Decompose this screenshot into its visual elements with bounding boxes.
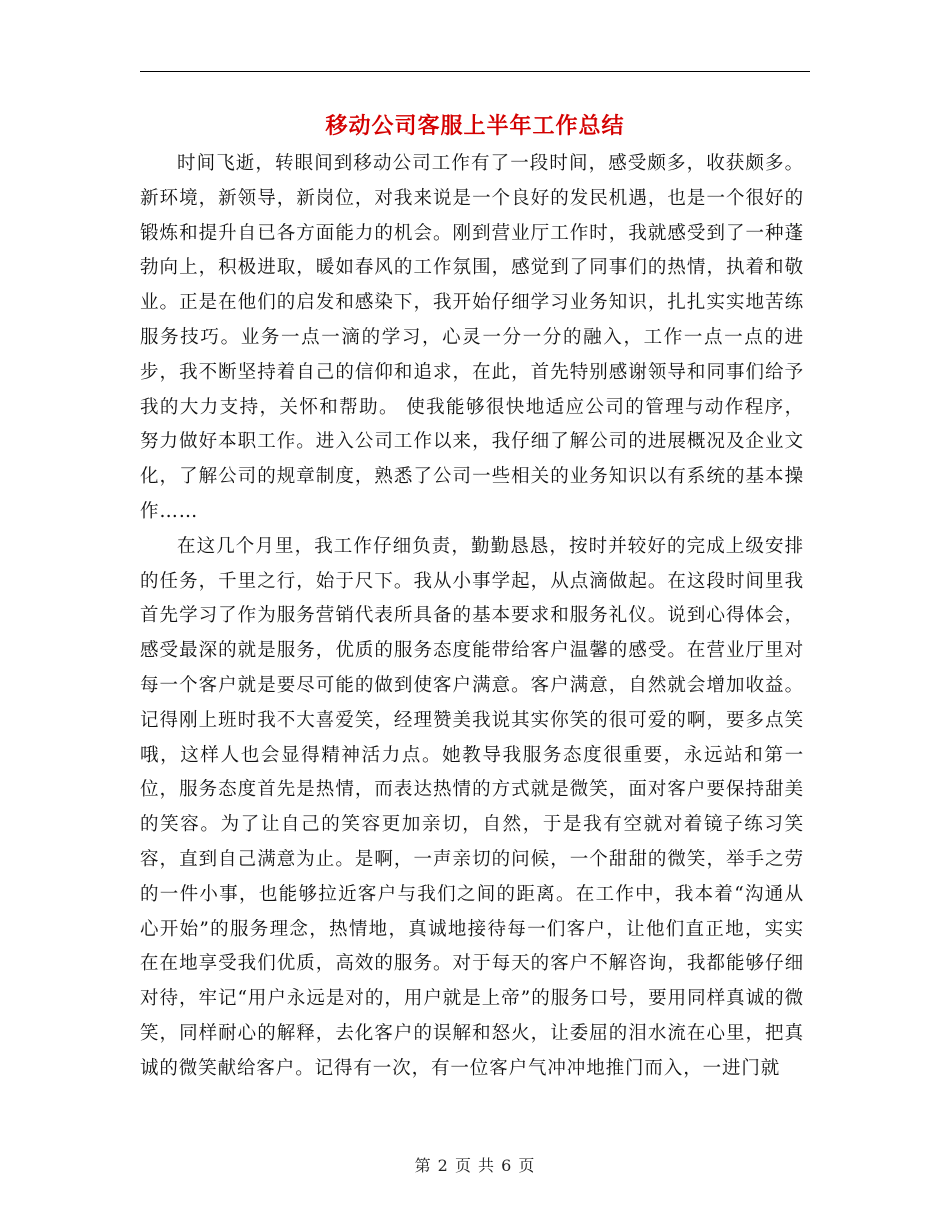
page-number-footer: 第 2 页 共 6 页 xyxy=(414,1156,536,1175)
body-paragraph-1: 时间飞逝，转眼间到移动公司工作有了一段时间，感受颇多，收获颇多。新环境，新领导，新岗位，对我来说是一个良好的发民机遇，也是一个很好的锻炼和提升自已各方面能力的机会。刚到营业厅工作时，我就感受到了一种蓬勃向上，积极进取，暖如春风的工作氛围，感觉到了同事们的热情，执着和敬业。正是在他们的启发和感染下，我开始仔细学习业务知识，扎扎实实地苦练服务技巧。业务一点一滴的学习，心灵一分一分的融入，工作一点一点的进步，我不断坚持着自己的信仰和追求，在此，首先特别感谢领导和同事们给予我的大力支持，关怀和帮助。 使我能够很快地适应公司的管理与动作程序，努力做好本职工作。进入公司工作以来，我仔细了解公司的进展概况及企业文化，了解公司的规章制度，熟悉了公司一些相关的业务知识以有系统的基本操作…… xyxy=(140,153,804,522)
document-title: 移动公司客服上半年工作总结 xyxy=(325,113,625,139)
document-body xyxy=(140,147,804,1087)
body-paragraph-2: 在这几个月里，我工作仔细负责，勤勤恳恳，按时并较好的完成上级安排的任务，千里之行，始于尺下。我从小事学起，从点滴做起。在这段时间里我首先学习了作为服务营销代表所具备的基本要求和服务礼仪。说到心得体会，感受最深的就是服务，优质的服务态度能带给客户温馨的感受。在营业厅里对每一个客户就是要尽可能的做到使客户满意。客户满意，自然就会增加收益。记得刚上班时我不大喜爱笑，经理赞美我说其实你笑的很可爱的啊，要多点笑哦，这样人也会显得精神活力点。她教导我服务态度很重要，永远站和第一位，服务态度首先是热情，而表达热情的方式就是微笑，面对客户要保持甜美的笑容。为了让自己的笑容更加亲切，自然，于是我有空就对着镜子练习笑容，直到自己满意为止。是啊，一声亲切的问候，一个甜甜的微笑，举手之劳的一件小事，也能够拉近客户与我们之间的距离。在工作中，我本着“沟通从心开始”的服务理念，热情地，真诚地接待每一们客户，让他们直正地，实实在在地享受我们优质，高效的服务。对于每天的客户不解咨询，我都能够仔细对待，牢记“用户永远是对的，用户就是上帝”的服务口号，要用同样真诚的微笑，同样耐心的解释，去化客户的误解和怒火，让委屈的泪水流在心里，把真诚的微笑献给客户。记得有一次，有一位客户气冲冲地推门而入，一进门就 xyxy=(140,535,804,1079)
header-rule xyxy=(140,71,810,72)
